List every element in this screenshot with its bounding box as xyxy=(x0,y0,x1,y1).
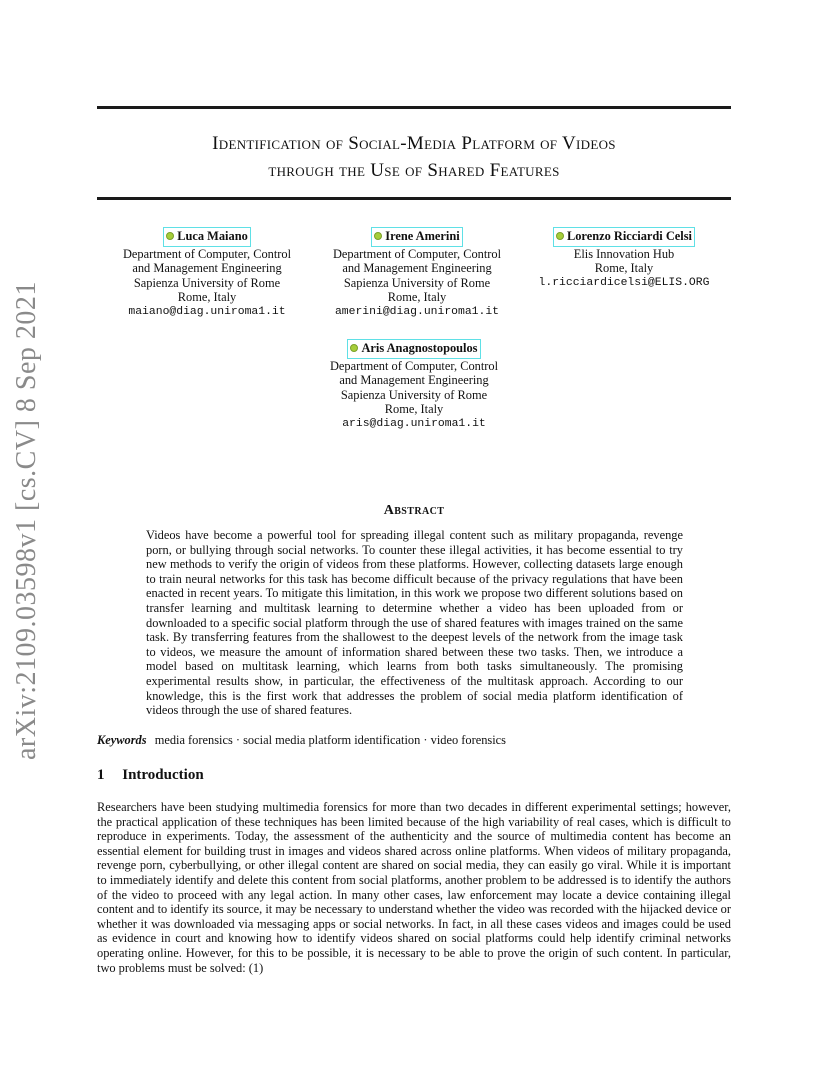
affiliation-line: Elis Innovation Hub xyxy=(573,246,675,261)
affiliation-line: Sapienza University of Rome xyxy=(340,387,488,402)
orcid-icon[interactable] xyxy=(350,344,358,352)
author-name: Aris Anagnostopoulos xyxy=(361,341,478,355)
section-title: Introduction xyxy=(122,767,204,783)
author-link-4[interactable] xyxy=(347,339,480,359)
keywords-label: Keywords xyxy=(97,733,147,747)
affiliation-line: Department of Computer, Control xyxy=(329,358,499,373)
author-block-3 xyxy=(514,227,734,290)
affiliation-line: and Management Engineering xyxy=(342,261,492,276)
author-name: Irene Amerini xyxy=(385,229,460,243)
affiliation-line: Sapienza University of Rome xyxy=(343,275,491,290)
keywords-text: media forensics · social media platform identification · video forensics xyxy=(154,733,506,747)
affiliation-line: Sapienza University of Rome xyxy=(133,275,281,290)
author-link-2[interactable] xyxy=(371,227,462,247)
keywords-line xyxy=(97,733,506,748)
author-name: Lorenzo Ricciardi Celsi xyxy=(566,229,693,243)
paper-title xyxy=(97,130,731,184)
section-heading xyxy=(97,767,204,784)
author-email: l.ricciardicelsi@ELIS.ORG xyxy=(538,276,710,289)
author-email: aris@diag.uniroma1.it xyxy=(342,417,486,430)
title-top-rule xyxy=(97,106,731,109)
affiliation-line: Rome, Italy xyxy=(387,290,447,305)
author-link-1[interactable] xyxy=(163,227,251,247)
author-name: Luca Maiano xyxy=(177,229,248,243)
arxiv-side-label: arXiv:2109.03598v1 [cs.CV] 8 Sep 2021 xyxy=(11,281,42,760)
title-line-2: through the Use of Shared Features xyxy=(268,160,560,181)
intro-paragraph: Researchers have been studying multimedia forensics for more than two decades in different experimental settings; however, the practical application of these techniques has been limited because of the high variability of real cases, which is difficult to reproduce in experiments. Today, the assessment of the authenticity and the source of multimedia content has become an essential element for building trust in images and videos shared across online platforms. When videos of military propaganda, revenge porn, cyberbullying, or other illegal content are shared on social media, they can easily go viral. While it is important to immediately identify and delete this content from social platforms, another problem to be addressed is to identify the authors of the video to proceed with any legal action. In many other cases, law enforcement may locate a device containing illegal content and to identify its source, it may be necessary to understand whether the video was recorded with the hijacked device or whether it was downloaded via messaging apps or social networks. In fact, in all these cases videos and images could be used as evidence in court and knowing how to identify videos shared on social platforms could help identify criminal networks operating online. However, for this to be possible, it is necessary to be able to prove the origin of such content. In particular, two problems must be solved: (1) xyxy=(97,800,731,975)
abstract-text: Videos have become a powerful tool for spreading illegal content such as military propaganda, revenge porn, or bullying through social networks. To counter these illegal activities, it has become essential to try new methods to verify the origin of videos from these platforms. However, collecting datasets large enough to train neural networks for this task has become difficult because of the privacy regulations that have been enacted in recent years. To mitigate this limitation, in this work we propose two different solutions based on transfer learning and multitask learning to determine whether a video has been uploaded from or downloaded to a specific social platform through the use of shared features with images trained on the same task. By transferring features from the shallowest to the deepest levels of the network from the image task to videos, we measure the amount of information shared between these two tasks. Then, we introduce a model based on multitask learning, which learns from both tasks simultaneously. The promising experimental results show, in particular, the effectiveness of the multitask approach. According to our knowledge, this is the first work that addresses the problem of social media platform identification of videos through the use of shared features. xyxy=(146,528,683,718)
author-link-3[interactable] xyxy=(553,227,695,247)
author-block-4 xyxy=(304,339,524,432)
affiliation-line: Department of Computer, Control xyxy=(332,246,502,261)
author-block-1 xyxy=(97,227,317,320)
affiliation-line: Rome, Italy xyxy=(177,290,237,305)
author-block-2 xyxy=(307,227,527,320)
affiliation-line: Department of Computer, Control xyxy=(122,246,292,261)
affiliation-line: Rome, Italy xyxy=(384,402,444,417)
abstract-heading: Abstract xyxy=(383,503,445,518)
author-email: amerini@diag.uniroma1.it xyxy=(334,305,500,318)
section-number: 1 xyxy=(97,767,105,783)
orcid-icon[interactable] xyxy=(166,232,174,240)
orcid-icon[interactable] xyxy=(556,232,564,240)
affiliation-line: and Management Engineering xyxy=(339,373,489,388)
affiliation-line: Rome, Italy xyxy=(594,261,654,276)
author-email: maiano@diag.uniroma1.it xyxy=(128,305,286,318)
title-bottom-rule xyxy=(97,197,731,200)
orcid-icon[interactable] xyxy=(374,232,382,240)
affiliation-line: and Management Engineering xyxy=(132,261,282,276)
title-line-1: Identification of Social-Media Platform of Videos xyxy=(212,133,616,154)
